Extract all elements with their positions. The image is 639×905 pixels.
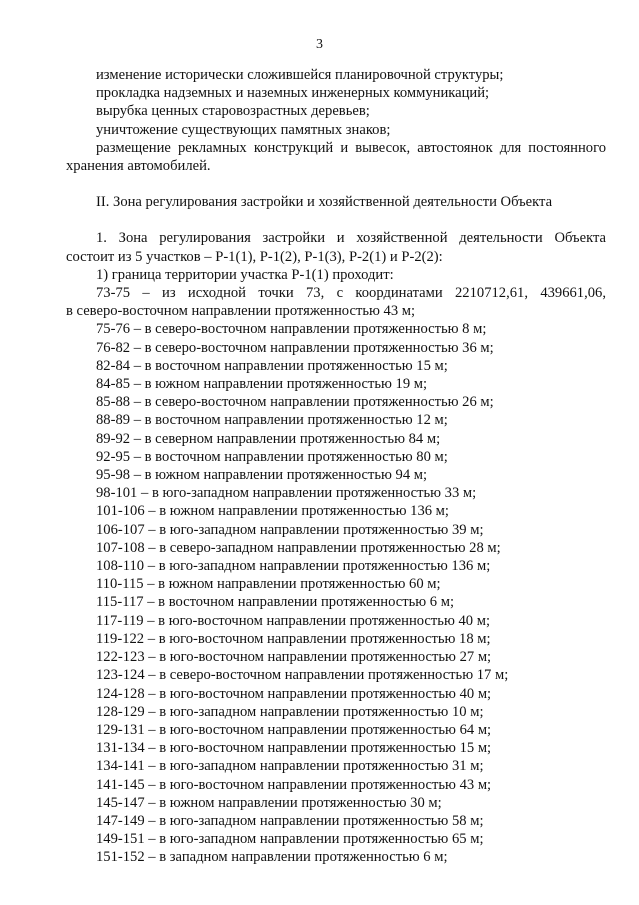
list-item: прокладка надземных и наземных инженерных коммуникаций; xyxy=(96,85,490,102)
list-item-ads-line2: хранения автомобилей. xyxy=(66,158,211,175)
segment-line: 117-119 – в юго-восточном направлении протяженностью 40 м; xyxy=(96,612,491,629)
segment-line: 73-75 – из исходной точки 73, с координатами 2210712,61, 439661,06, xyxy=(96,285,606,302)
segment-line: 101-106 – в южном направлении протяженностью 136 м; xyxy=(96,503,449,520)
list-item: вырубка ценных старовозрастных деревьев; xyxy=(96,103,370,120)
segment-line: 129-131 – в юго-восточном направлении протяженностью 64 м; xyxy=(96,721,492,738)
segment-line: 84-85 – в южном направлении протяженностью 19 м; xyxy=(96,376,428,393)
list-item: уничтожение существующих памятных знаков; xyxy=(96,121,391,138)
paragraph-line: 1. Зона регулирования застройки и хозяйственной деятельности Объекта xyxy=(96,230,606,247)
segment-line: 128-129 – в юго-западном направлении протяженностью 10 м; xyxy=(96,703,484,720)
segment-line: 124-128 – в юго-восточном направлении протяженностью 40 м; xyxy=(96,685,492,702)
segment-line: 119-122 – в юго-восточном направлении протяженностью 18 м; xyxy=(96,630,491,647)
segment-line: 85-88 – в северо-восточном направлении протяженностью 26 м; xyxy=(96,394,494,411)
segment-line: 82-84 – в восточном направлении протяженностью 15 м; xyxy=(96,357,448,374)
segment-line: 122-123 – в юго-восточном направлении протяженностью 27 м; xyxy=(96,649,492,666)
segment-line: 76-82 – в северо-восточном направлении протяженностью 36 м; xyxy=(96,339,494,356)
segment-line: 115-117 – в восточном направлении протяженностью 6 м; xyxy=(96,594,455,611)
segment-line: 141-145 – в юго-восточном направлении протяженностью 43 м; xyxy=(96,776,492,793)
segment-line: 131-134 – в юго-восточном направлении протяженностью 15 м; xyxy=(96,740,492,757)
segment-list xyxy=(66,320,606,866)
segment-line: 123-124 – в северо-восточном направлении протяженностью 17 м; xyxy=(96,667,509,684)
segment-line: 89-92 – в северном направлении протяженностью 84 м; xyxy=(96,430,441,447)
segment-line: 98-101 – в юго-западном направлении протяженностью 33 м; xyxy=(96,485,477,502)
spacer xyxy=(66,175,606,193)
segment-line: 107-108 – в северо-западном направлении протяженностью 28 м; xyxy=(96,539,501,556)
segment-line: 95-98 – в южном направлении протяженностью 94 м; xyxy=(96,467,428,484)
section-heading: II. Зона регулирования застройки и хозяйственной деятельности Объекта xyxy=(96,194,553,211)
paragraph-line: состоит из 5 участков – Р-1(1), Р-1(2), Р-1(3), Р-2(1) и Р-2(2): xyxy=(66,248,443,265)
spacer xyxy=(66,211,606,229)
segment-line: 92-95 – в восточном направлении протяженностью 80 м; xyxy=(96,448,448,465)
segment-line: 108-110 – в юго-западном направлении протяженностью 136 м; xyxy=(96,558,491,575)
segment-line: 147-149 – в юго-западном направлении протяженностью 58 м; xyxy=(96,812,484,829)
segment-line: 110-115 – в южном направлении протяженностью 60 м; xyxy=(96,576,441,593)
list-item-ads-line1: размещение рекламных конструкций и вывесок, автостоянок для постоянного xyxy=(96,139,606,156)
segment-line: 106-107 – в юго-западном направлении протяженностью 39 м; xyxy=(96,521,484,538)
segment-line: 149-151 – в юго-западном направлении протяженностью 65 м; xyxy=(96,831,484,848)
page-body xyxy=(66,66,606,867)
segment-line: 134-141 – в юго-западном направлении протяженностью 31 м; xyxy=(96,758,484,775)
segment-line: 145-147 – в южном направлении протяженностью 30 м; xyxy=(96,794,442,811)
page-number: 3 xyxy=(316,37,323,52)
segment-line: 75-76 – в северо-восточном направлении протяженностью 8 м; xyxy=(96,321,487,338)
segment-line: в северо-восточном направлении протяженностью 43 м; xyxy=(66,303,416,320)
segment-line: 151-152 – в западном направлении протяженностью 6 м; xyxy=(96,849,448,866)
subsection-title: 1) граница территории участка Р-1(1) проходит: xyxy=(96,266,394,283)
segment-line: 88-89 – в восточном направлении протяженностью 12 м; xyxy=(96,412,448,429)
list-item: изменение исторически сложившейся планировочной структуры; xyxy=(96,67,504,83)
